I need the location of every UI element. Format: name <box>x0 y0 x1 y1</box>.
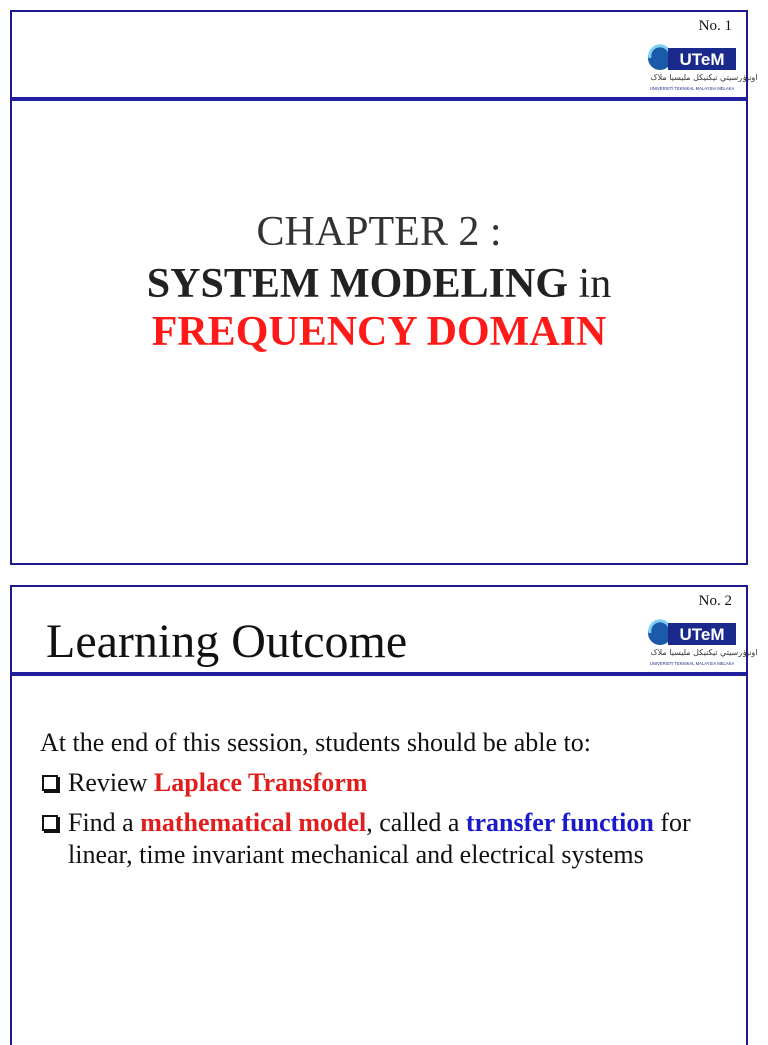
list-item <box>40 767 730 799</box>
slide-title: Learning Outcome <box>46 615 408 668</box>
svg-text:اونيۏرسيتي تيكنيكل مليسيا ملاک: اونيۏرسيتي تيكنيكل مليسيا ملاک <box>650 73 758 82</box>
chapter-title-red: FREQUENCY DOMAIN <box>151 309 607 355</box>
slide-number: No. 2 <box>698 593 732 609</box>
intro-text: At the end of this session, students should be able to: <box>40 728 592 757</box>
bullet-highlight-red: mathematical model <box>140 808 367 837</box>
svg-text:UNIVERSITI TEKNIKAL MALAYSIA M: UNIVERSITI TEKNIKAL MALAYSIA MELAKA <box>649 86 735 91</box>
slide-2 <box>10 585 758 1045</box>
svg-text:اونيۏرسيتي تيكنيكل مليسيا ملاک: اونيۏرسيتي تيكنيكل مليسيا ملاک <box>650 648 758 657</box>
svg-text:UTeM: UTeM <box>679 625 725 644</box>
bullet-highlight-blue: transfer function <box>465 808 654 837</box>
utem-logo <box>646 617 758 669</box>
header-rule <box>12 672 746 676</box>
bullet-text: for linear, time invariant mechanical and electrical systems <box>68 808 691 869</box>
chapter-title-block <box>12 208 746 356</box>
slide-body <box>40 727 730 879</box>
chapter-title-bold: SYSTEM MODELING <box>146 261 569 307</box>
chapter-label: CHAPTER 2 : <box>256 209 502 255</box>
chapter-title-in: in <box>568 261 612 307</box>
checkbox-bullet-icon <box>42 815 58 831</box>
bullet-highlight-red: Laplace Transform <box>153 768 368 797</box>
svg-text:UNIVERSITI TEKNIKAL MALAYSIA M: UNIVERSITI TEKNIKAL MALAYSIA MELAKA <box>649 661 735 666</box>
bullet-text: Review <box>68 768 154 797</box>
header-rule <box>12 97 746 101</box>
list-item <box>40 807 730 871</box>
bullet-text: , called a <box>366 808 466 837</box>
utem-logo <box>646 42 758 94</box>
bullet-text: Find a <box>68 808 141 837</box>
chapter-title-line <box>12 260 746 308</box>
slide-1 <box>10 10 758 565</box>
checkbox-bullet-icon <box>42 775 58 791</box>
svg-text:UTeM: UTeM <box>679 50 725 69</box>
slide-number: No. 1 <box>698 18 732 34</box>
